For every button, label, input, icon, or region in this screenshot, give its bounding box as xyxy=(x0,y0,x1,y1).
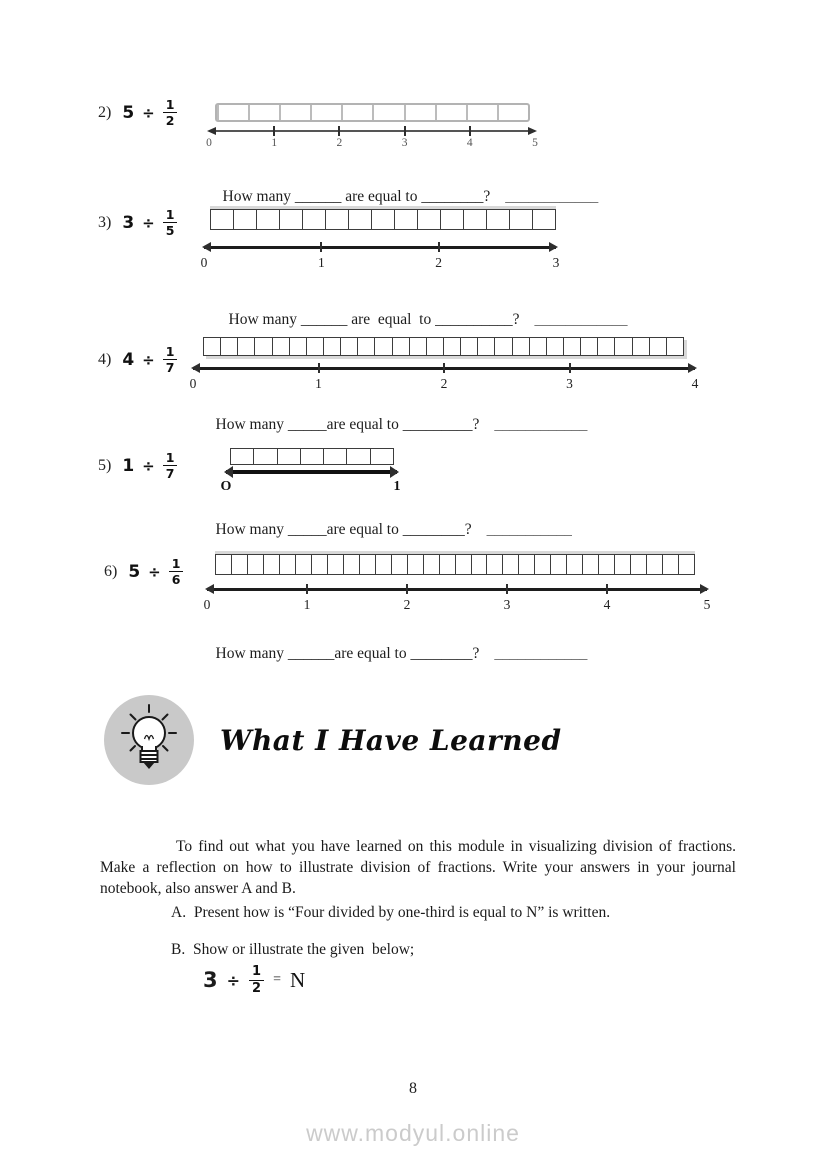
bar-cell xyxy=(614,338,631,355)
bar-cell xyxy=(220,338,237,355)
answer-blank: ____________ xyxy=(494,645,588,662)
bar-cell xyxy=(632,338,649,355)
number-line-rail xyxy=(207,588,707,591)
tick-label: 1 xyxy=(317,255,325,270)
fraction-numerator: 1 xyxy=(169,556,184,572)
question-text: How many ______are equal to ________? xyxy=(215,645,480,662)
arrow-right-icon xyxy=(700,584,709,594)
bar-cell xyxy=(529,338,546,355)
question-text: How many _____are equal to _________? xyxy=(215,416,480,433)
question-text: How many _____are equal to ________? xyxy=(215,521,472,538)
bar-cell xyxy=(237,338,254,355)
tick-label: 0 xyxy=(203,597,211,612)
dividend: 4 xyxy=(122,349,135,370)
bar-cell xyxy=(392,338,409,355)
item-number: 6) xyxy=(104,562,118,580)
tick-label: 5 xyxy=(532,137,538,149)
bar-cell xyxy=(300,449,323,464)
answer-blank: ____________ xyxy=(505,188,599,205)
bar-cell xyxy=(598,555,614,574)
tick-label: 0 xyxy=(206,137,212,149)
arrow-left-icon xyxy=(191,363,200,373)
bar-cell xyxy=(534,555,550,574)
tick-label: 3 xyxy=(503,597,511,612)
bar-cell xyxy=(370,449,393,464)
bar-cell xyxy=(394,210,417,229)
bar-cell xyxy=(248,105,279,120)
bar-cell xyxy=(580,338,597,355)
division-sign: ÷ xyxy=(142,350,155,369)
fraction xyxy=(163,97,178,128)
tick-label: 3 xyxy=(552,255,560,270)
fraction-numerator: 1 xyxy=(163,450,178,466)
tick-label: 0 xyxy=(200,255,208,270)
number-line-rail xyxy=(226,470,397,474)
fraction xyxy=(163,450,178,481)
bar-cell xyxy=(407,555,423,574)
answer-blank: ____________ xyxy=(534,311,628,328)
bar-cell xyxy=(253,449,276,464)
bar-cell xyxy=(263,555,279,574)
tick-label: 1 xyxy=(303,597,311,612)
bar-cell xyxy=(477,338,494,355)
bar-cell xyxy=(509,210,532,229)
bar-cell xyxy=(666,338,683,355)
tick-label: 1 xyxy=(393,479,401,494)
tick-label: O xyxy=(220,479,232,494)
fraction-denominator: 6 xyxy=(171,572,181,587)
exercise-3-label xyxy=(98,207,177,238)
arrow-right-icon xyxy=(688,363,697,373)
fraction-numerator: 1 xyxy=(163,207,178,223)
bar-cell xyxy=(502,555,518,574)
fraction-bar xyxy=(215,554,695,575)
division-expression xyxy=(128,556,183,587)
tick-mark xyxy=(443,363,445,373)
bar-cell xyxy=(343,555,359,574)
task-a: A. Present how is “Four divided by one-third is equal to N” is written. xyxy=(171,904,611,921)
fraction xyxy=(163,207,178,238)
division-sign: ÷ xyxy=(142,456,155,475)
bar-cell xyxy=(375,555,391,574)
arrow-left-icon xyxy=(207,127,216,135)
item-number: 3) xyxy=(98,213,112,231)
lightbulb-icon xyxy=(104,695,194,790)
fraction-bar xyxy=(210,209,556,230)
fraction-bar xyxy=(203,337,684,356)
bar-cell xyxy=(466,105,497,120)
fraction-denominator: 5 xyxy=(165,223,175,238)
number-line-rail xyxy=(209,130,535,132)
arrow-left-icon xyxy=(202,242,211,252)
fraction xyxy=(169,556,184,587)
bar-cell xyxy=(471,555,487,574)
tick-label: 4 xyxy=(466,137,473,149)
fraction-numerator: 1 xyxy=(249,964,264,981)
bar-cell xyxy=(463,210,486,229)
equation-dividend: 3 xyxy=(203,968,218,993)
exercise-6-label xyxy=(104,556,183,587)
bar-cell xyxy=(563,338,580,355)
bar-cell xyxy=(256,210,279,229)
bar-cell xyxy=(678,555,694,574)
bar-cell xyxy=(233,210,256,229)
equals-sign: = xyxy=(273,972,281,988)
tick-label: 3 xyxy=(401,137,408,149)
arrow-right-icon xyxy=(390,466,399,478)
number-line-rail xyxy=(204,246,556,249)
item-number: 4) xyxy=(98,350,112,368)
bar-cell xyxy=(306,338,323,355)
bar-cell xyxy=(327,555,343,574)
bar-cell xyxy=(279,105,310,120)
arrow-left-icon xyxy=(224,466,233,478)
tick-mark xyxy=(320,242,322,252)
bar-cell xyxy=(340,338,357,355)
fraction-bar xyxy=(215,103,530,122)
tick-mark xyxy=(569,363,571,373)
bar-cell xyxy=(423,555,439,574)
bar-cell xyxy=(439,555,455,574)
bar-cell xyxy=(357,338,374,355)
bar-cell xyxy=(646,555,662,574)
arrow-right-icon xyxy=(528,127,537,135)
bar-cell xyxy=(486,555,502,574)
division-sign: ÷ xyxy=(148,562,161,581)
bar-cell xyxy=(216,555,231,574)
exercise-4-label xyxy=(98,344,177,375)
fraction-numerator: 1 xyxy=(163,344,178,360)
bar-cell xyxy=(460,338,477,355)
dividend: 5 xyxy=(128,561,141,582)
bar-cell xyxy=(272,338,289,355)
question-line xyxy=(200,398,587,452)
reflection-paragraph: To find out what you have learned on this module in visualizing division of fractions. Make a reflection on how to illustrate division of fractions. Write your answers in your journal notebook, also answer A and B. xyxy=(100,838,736,898)
fraction-denominator: 2 xyxy=(165,113,175,128)
bar-cell xyxy=(630,555,646,574)
bar-cell xyxy=(311,555,327,574)
arrow-right-icon xyxy=(549,242,558,252)
dividend: 3 xyxy=(122,212,135,233)
bar-cell xyxy=(566,555,582,574)
equation-fraction xyxy=(249,964,264,996)
bar-cell xyxy=(302,210,325,229)
exercise-2-label xyxy=(98,97,177,128)
bar-cell xyxy=(254,338,271,355)
bar-cell xyxy=(279,210,302,229)
fraction-numerator: 1 xyxy=(163,97,178,113)
page-number: 8 xyxy=(409,1080,417,1097)
tick-mark xyxy=(606,584,608,594)
bar-cell xyxy=(455,555,471,574)
division-sign: ÷ xyxy=(142,103,155,122)
bar-cell xyxy=(247,555,263,574)
bar-cell xyxy=(582,555,598,574)
tick-label: 1 xyxy=(271,137,278,149)
equation-division-sign: ÷ xyxy=(226,970,241,990)
bar-cell xyxy=(426,338,443,355)
division-expression xyxy=(122,97,177,128)
division-expression xyxy=(122,450,177,481)
question-text: How many ______ are equal to __________? xyxy=(228,311,520,328)
bar-cell xyxy=(372,105,403,120)
bar-cell xyxy=(217,105,248,120)
tick-label: 3 xyxy=(566,376,573,391)
dividend: 5 xyxy=(122,102,135,123)
bar-cell xyxy=(497,105,528,120)
tick-label: 4 xyxy=(691,376,699,391)
bar-cell xyxy=(359,555,375,574)
question-line xyxy=(200,627,587,681)
exercise-5-label xyxy=(98,450,177,481)
bar-cell xyxy=(371,210,394,229)
equation xyxy=(203,964,305,996)
question-line xyxy=(200,503,572,557)
bar-cell xyxy=(417,210,440,229)
bar-cell xyxy=(391,555,407,574)
tick-mark xyxy=(438,242,440,252)
bar-cell xyxy=(550,555,566,574)
fraction-denominator: 7 xyxy=(165,466,175,481)
watermark: www.modyul.online xyxy=(306,1120,520,1146)
tick-mark xyxy=(273,126,275,136)
tick-label: 2 xyxy=(403,597,411,612)
bar-cell xyxy=(404,105,435,120)
bar-cell xyxy=(295,555,311,574)
task-b: B. Show or illustrate the given below; xyxy=(171,941,415,958)
tick-label: 4 xyxy=(603,597,611,612)
bar-cell xyxy=(494,338,511,355)
item-number: 5) xyxy=(98,456,112,474)
tick-label: 1 xyxy=(315,376,322,391)
division-expression xyxy=(122,207,177,238)
fraction-denominator: 2 xyxy=(252,980,262,996)
answer-blank: ___________ xyxy=(486,521,572,538)
bar-cell xyxy=(518,555,534,574)
bar-cell xyxy=(211,210,233,229)
bar-cell xyxy=(289,338,306,355)
tick-label: 5 xyxy=(703,597,711,612)
bar-cell xyxy=(277,449,300,464)
bar-cell xyxy=(279,555,295,574)
bar-cell xyxy=(341,105,372,120)
tick-mark xyxy=(506,584,508,594)
tick-label: 2 xyxy=(336,137,343,149)
bar-cell xyxy=(310,105,341,120)
tick-mark xyxy=(469,126,471,136)
bar-cell xyxy=(231,449,253,464)
section-heading: What I Have Learned xyxy=(220,724,562,757)
bar-cell xyxy=(204,338,220,355)
tick-mark xyxy=(404,126,406,136)
bar-cell xyxy=(325,210,348,229)
bar-cell xyxy=(435,105,466,120)
bar-cell xyxy=(374,338,391,355)
bar-cell xyxy=(649,338,666,355)
bar-cell xyxy=(532,210,555,229)
tick-mark xyxy=(306,584,308,594)
bar-cell xyxy=(597,338,614,355)
fraction xyxy=(163,344,178,375)
bar-cell xyxy=(409,338,426,355)
bar-cell xyxy=(512,338,529,355)
tick-label: 2 xyxy=(435,255,443,270)
tick-label: 0 xyxy=(189,376,197,391)
bar-cell xyxy=(486,210,509,229)
division-sign: ÷ xyxy=(142,213,155,232)
division-expression xyxy=(122,344,177,375)
dividend: 1 xyxy=(122,455,135,476)
arrow-left-icon xyxy=(205,584,214,594)
bar-cell xyxy=(440,210,463,229)
bar-cell xyxy=(443,338,460,355)
bar-cell xyxy=(348,210,371,229)
bar-cell xyxy=(346,449,369,464)
tick-mark xyxy=(406,584,408,594)
fraction-denominator: 7 xyxy=(165,360,175,375)
bar-cell xyxy=(546,338,563,355)
tick-label: 2 xyxy=(440,376,448,391)
bar-cell xyxy=(662,555,678,574)
bar-cell xyxy=(323,338,340,355)
equation-result: N xyxy=(289,967,306,992)
tick-mark xyxy=(338,126,340,136)
bar-cell xyxy=(323,449,346,464)
answer-blank: ____________ xyxy=(494,416,588,433)
bar-cell xyxy=(614,555,630,574)
question-text: How many ______ are equal to ________? xyxy=(222,188,491,205)
bar-cell xyxy=(231,555,247,574)
fraction-bar xyxy=(230,448,394,465)
tick-mark xyxy=(318,363,320,373)
item-number: 2) xyxy=(98,103,112,121)
